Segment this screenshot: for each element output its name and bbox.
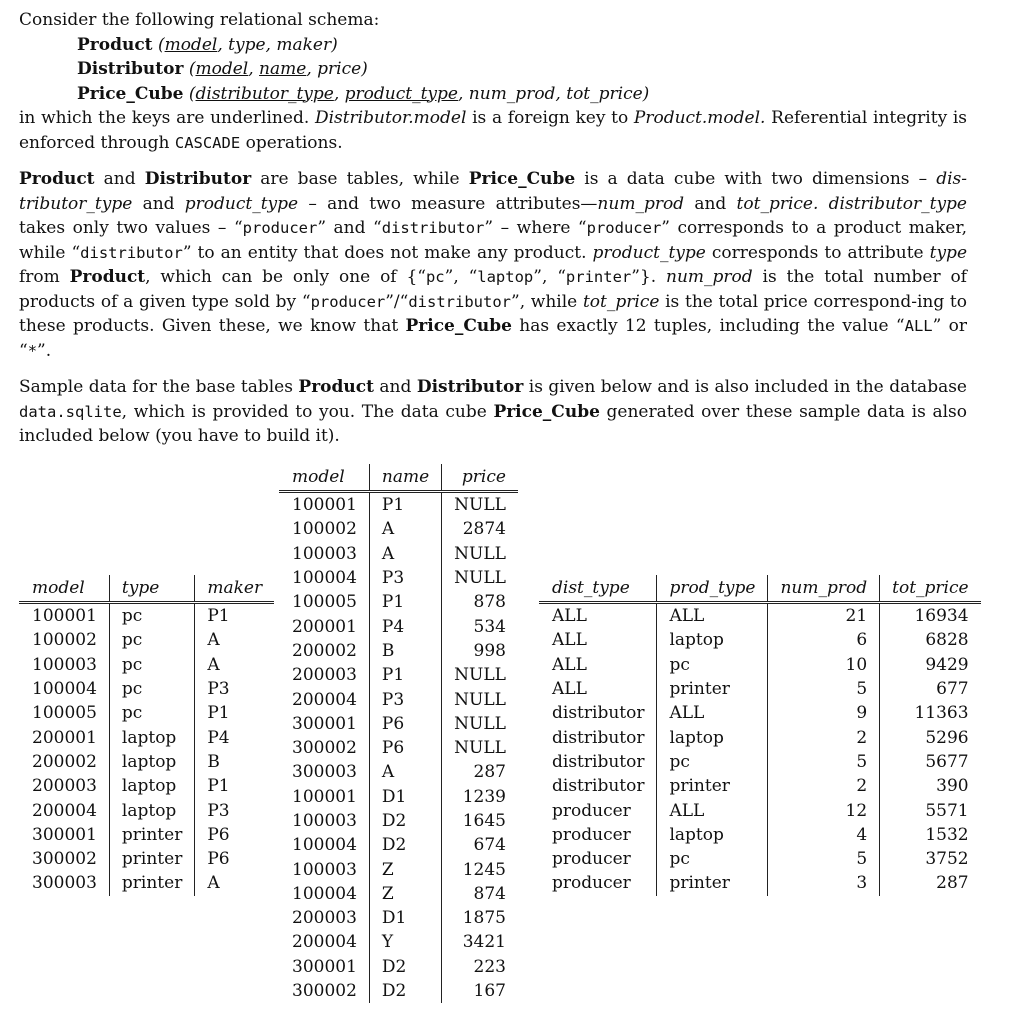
table-cell: 300003 (19, 871, 109, 895)
table-cell: pc (109, 628, 194, 652)
table-cell: 100004 (279, 833, 369, 857)
table-cell: pc (657, 847, 768, 871)
table-cell: printer (109, 847, 194, 871)
table-cell: 200003 (19, 774, 109, 798)
column-header: maker (207, 578, 263, 598)
distributor-table (279, 464, 518, 1003)
column-header: model (279, 464, 369, 492)
table-cell: 2 (768, 774, 880, 798)
table-cell: P1 (207, 606, 230, 627)
table-cell: ALL (539, 603, 657, 629)
table-cell: laptop (109, 774, 194, 798)
table-row (19, 701, 274, 725)
table-cell: P4 (207, 727, 230, 748)
table-row (539, 750, 981, 774)
table-cell: Z (369, 857, 441, 881)
table-row (279, 785, 518, 809)
table-cell: 100003 (279, 857, 369, 881)
table-cell: 100005 (279, 590, 369, 614)
table-cell: 287 (473, 762, 506, 783)
table-cell: 200004 (279, 930, 369, 954)
table-cell: 3421 (462, 932, 506, 953)
table-row (539, 725, 981, 749)
table-row (279, 590, 518, 614)
table-cell: 10 (768, 653, 880, 677)
table-cell: 200003 (279, 906, 369, 930)
table-cell: 6828 (925, 630, 969, 651)
table-cell: 300001 (279, 712, 369, 736)
product-table (19, 575, 274, 896)
table-row (539, 701, 981, 725)
table-cell: 100002 (279, 517, 369, 541)
table-cell: 874 (473, 883, 506, 904)
table-cell: B (369, 639, 441, 663)
table-cell: P4 (369, 614, 441, 638)
column-header: model (19, 575, 109, 603)
table-cell: Z (369, 882, 441, 906)
table-cell: 1875 (462, 908, 506, 929)
table-cell: 167 (473, 981, 506, 1002)
table-cell: 200001 (279, 614, 369, 638)
table-row (279, 906, 518, 930)
relation-name: Product (77, 34, 153, 55)
table-row (279, 687, 518, 711)
table-cell: producer (539, 798, 657, 822)
table-cell: producer (539, 847, 657, 871)
table-cell: 200002 (279, 639, 369, 663)
table-cell: 5 (768, 677, 880, 701)
table-cell: 3752 (925, 849, 969, 870)
table-cell: A (369, 760, 441, 784)
table-row (539, 603, 981, 629)
table-cell: B (207, 751, 220, 772)
table-row (19, 774, 274, 798)
table-cell: 200003 (279, 663, 369, 687)
table-row (19, 750, 274, 774)
table-cell: P3 (207, 800, 230, 821)
table-row (279, 736, 518, 760)
table-cell: 5571 (925, 800, 969, 821)
table-cell: 100003 (279, 809, 369, 833)
table-cell: P1 (207, 703, 230, 724)
table-row (19, 847, 274, 871)
table-cell: 2874 (462, 519, 506, 540)
table-cell: 674 (473, 835, 506, 856)
table-cell: printer (657, 677, 768, 701)
table-cell: printer (657, 871, 768, 895)
table-cell: 9429 (925, 654, 969, 675)
table-cell: NULL (454, 543, 506, 564)
column-header: type (109, 575, 194, 603)
table-cell: 16934 (914, 606, 969, 627)
table-cell: 200004 (279, 687, 369, 711)
table-cell: NULL (454, 713, 506, 734)
table-row (539, 774, 981, 798)
table-cell: NULL (454, 738, 506, 759)
table-cell: 2 (768, 725, 880, 749)
table-row (279, 809, 518, 833)
table-cell: 3 (768, 871, 880, 895)
table-row (279, 517, 518, 541)
table-cell: 100001 (279, 785, 369, 809)
table-cell: P3 (369, 566, 441, 590)
table-cell: 1245 (462, 859, 506, 880)
table-cell: laptop (657, 823, 768, 847)
table-cell: NULL (454, 495, 506, 516)
table-cell: ALL (657, 603, 768, 629)
table-row (539, 823, 981, 847)
paragraph-keys: in which the keys are underlined. Distributor.model is a foreign key to Product.model. Referential integrity is enforced through CASCADE operations. (19, 108, 968, 153)
table-cell: distributor (539, 701, 657, 725)
table-cell: 100005 (19, 701, 109, 725)
table-cell: printer (657, 774, 768, 798)
table-cell: D2 (369, 809, 441, 833)
table-cell: producer (539, 871, 657, 895)
table-cell: 390 (936, 776, 969, 797)
key-attribute: model (164, 34, 218, 55)
table-cell: 200004 (19, 798, 109, 822)
relation-name: Price_Cube (77, 83, 184, 104)
table-cell: D2 (369, 833, 441, 857)
table-cell: 5 (768, 847, 880, 871)
table-cell: 287 (936, 873, 969, 894)
table-cell: 5296 (925, 727, 969, 748)
table-cell: P6 (207, 824, 230, 845)
schema-price-cube: Price_Cube (distributor_type, product_type, num_prod, tot_price) (77, 83, 650, 104)
table-cell: 534 (473, 616, 506, 637)
table-cell: 100004 (279, 566, 369, 590)
relation-name: Distributor (77, 59, 184, 79)
document-body (19, 8, 967, 449)
key-attribute: distributor_type (195, 83, 334, 104)
table-cell: 9 (768, 701, 880, 725)
column-header: prod_type (657, 575, 768, 603)
table-cell: 998 (473, 640, 506, 661)
table-cell: P3 (369, 687, 441, 711)
table-row (279, 857, 518, 881)
table-cell: distributor (539, 750, 657, 774)
table-row (279, 614, 518, 638)
table-row (539, 653, 981, 677)
table-row (539, 871, 981, 895)
table-cell: A (369, 517, 441, 541)
table-row (279, 542, 518, 566)
table-cell: 12 (768, 798, 880, 822)
table-row (279, 930, 518, 954)
table-cell: 100004 (279, 882, 369, 906)
table-cell: laptop (109, 798, 194, 822)
table-cell: A (207, 873, 220, 894)
table-cell: 21 (768, 603, 880, 629)
table-row (19, 653, 274, 677)
price-cube-table (539, 575, 981, 896)
table-cell: 200001 (19, 725, 109, 749)
column-header: price (461, 467, 506, 487)
table-cell: NULL (454, 689, 506, 710)
table-cell: ALL (657, 798, 768, 822)
table-cell: 100004 (19, 677, 109, 701)
column-header: dist_type (539, 575, 657, 603)
table-cell: pc (657, 750, 768, 774)
table-cell: pc (657, 653, 768, 677)
table-cell: 300002 (19, 847, 109, 871)
table-cell: 100001 (279, 492, 369, 518)
table-cell: 1239 (462, 786, 506, 807)
table-row (539, 677, 981, 701)
table-cell: 300001 (19, 823, 109, 847)
column-header: name (369, 464, 441, 492)
table-row (19, 628, 274, 652)
table-cell: P1 (207, 776, 230, 797)
table-cell: 100002 (19, 628, 109, 652)
table-row (279, 663, 518, 687)
table-cell: 300002 (279, 979, 369, 1003)
column-header: num_prod (768, 575, 880, 603)
table-cell: Y (369, 930, 441, 954)
table-cell: 200002 (19, 750, 109, 774)
table-row (279, 760, 518, 784)
table-cell: ALL (539, 628, 657, 652)
table-cell: pc (109, 603, 194, 629)
table-cell: NULL (454, 568, 506, 589)
table-cell: laptop (109, 725, 194, 749)
table-cell: P1 (369, 492, 441, 518)
table-cell: 5677 (925, 751, 969, 772)
table-cell: D2 (369, 979, 441, 1003)
table-cell: pc (109, 653, 194, 677)
table-cell: ALL (657, 701, 768, 725)
schema-product: Product (model, type, maker) (77, 34, 338, 55)
table-cell: 878 (473, 592, 506, 613)
table-cell: 300001 (279, 955, 369, 979)
table-row (19, 677, 274, 701)
table-cell: distributor (539, 725, 657, 749)
table-cell: distributor (539, 774, 657, 798)
table-cell: P3 (207, 679, 230, 700)
table-cell: 100001 (19, 603, 109, 629)
table-cell: 4 (768, 823, 880, 847)
table-row (19, 823, 274, 847)
table-cell: producer (539, 823, 657, 847)
table-cell: P6 (369, 736, 441, 760)
key-attribute: model (195, 59, 249, 79)
table-cell: A (207, 654, 220, 675)
table-cell: pc (109, 701, 194, 725)
table-row (279, 712, 518, 736)
table-row (279, 955, 518, 979)
intro-line: Consider the following relational schema: (19, 10, 380, 30)
table-cell: P6 (207, 849, 230, 870)
table-row (279, 566, 518, 590)
paragraph-sample-data: Sample data for the base tables Product and Distributor is given below and is also included in the database data.sqlite, which is provided to you. The data cube Price_Cube generated over these sample data is also included below (you have to build it). (19, 377, 968, 446)
table-cell: printer (109, 823, 194, 847)
table-cell: 1645 (462, 811, 506, 831)
table-cell: 11363 (914, 703, 969, 724)
table-cell: D1 (369, 906, 441, 930)
table-cell: P6 (369, 712, 441, 736)
table-cell: 1532 (925, 824, 969, 845)
table-cell: A (207, 630, 220, 651)
table-row (279, 882, 518, 906)
table-cell: ALL (539, 677, 657, 701)
table-cell: 5 (768, 750, 880, 774)
table-cell: 223 (473, 956, 506, 977)
table-row (19, 725, 274, 749)
table-cell: ALL (539, 653, 657, 677)
table-row (279, 833, 518, 857)
table-cell: P1 (369, 590, 441, 614)
table-cell: NULL (454, 665, 506, 686)
schema-distributor: Distributor (model, name, price) (77, 59, 368, 79)
table-cell: 6 (768, 628, 880, 652)
table-cell: 677 (936, 679, 969, 700)
table-row (539, 628, 981, 652)
table-cell: 300002 (279, 736, 369, 760)
table-cell: D1 (369, 785, 441, 809)
column-header: tot_price (892, 578, 969, 598)
table-cell: laptop (657, 628, 768, 652)
table-cell: 300003 (279, 760, 369, 784)
table-row (279, 639, 518, 663)
table-cell: 100003 (279, 542, 369, 566)
table-cell: laptop (657, 725, 768, 749)
key-attribute: name (259, 59, 307, 79)
key-attribute: product_type (344, 83, 458, 104)
table-row (19, 603, 274, 629)
table-row (539, 798, 981, 822)
table-row (539, 847, 981, 871)
table-row (19, 798, 274, 822)
table-cell: laptop (109, 750, 194, 774)
table-row (279, 492, 518, 518)
table-cell: A (369, 542, 441, 566)
table-cell: D2 (369, 955, 441, 979)
table-cell: P1 (369, 663, 441, 687)
paragraph-cube-description: Product and Distributor are base tables, while Price_Cube is a data cube with two dimensions – dis-tributor_type and product_type – and two measure attributes—num_prod and tot_price. distributor_type takes only two values – “producer” and “distributor” – where “producer” corresponds to a product maker, while “distributor” to an entity that does not make any product. product_type corresponds to attribute type from Product, which can be only one of {“pc”, “laptop”, “printer”}. num_prod is the total number of products of a given type sold by “producer”/“distributor”, while tot_price is the total price correspond-ing to these products. Given these, we know that Price_Cube has exactly 12 tuples, including the value “ALL” or “*”. (19, 169, 968, 361)
table-cell: 100003 (19, 653, 109, 677)
table-cell: printer (109, 871, 194, 895)
table-row (19, 871, 274, 895)
table-cell: pc (109, 677, 194, 701)
table-row (279, 979, 518, 1003)
